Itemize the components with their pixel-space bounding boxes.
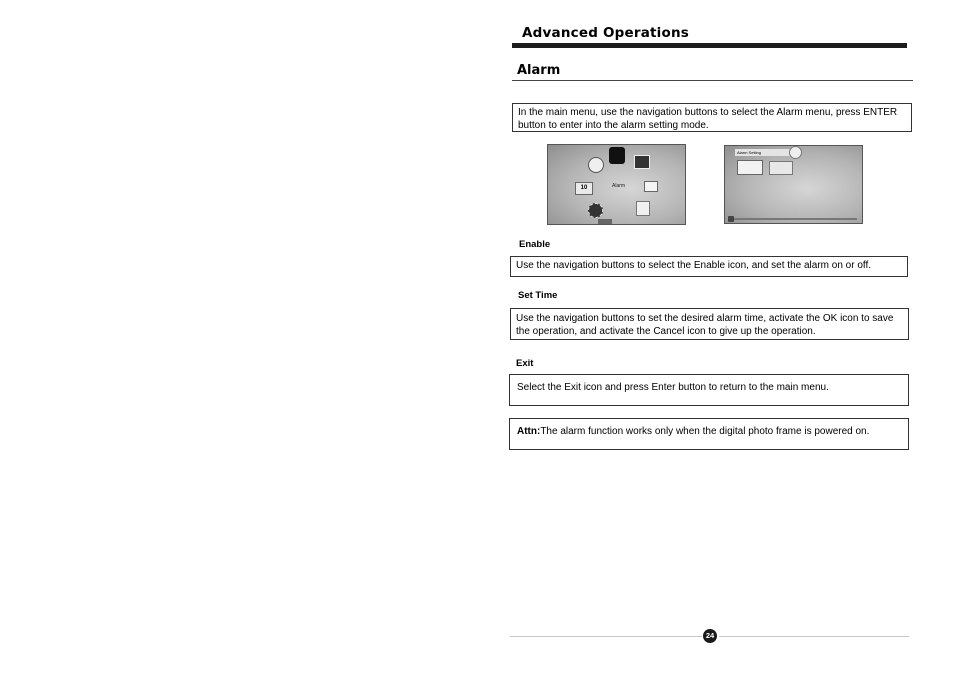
settings-icon xyxy=(588,157,604,173)
enable-label: Enable xyxy=(519,239,551,250)
subsection-title-rule xyxy=(512,80,913,81)
clock-icon xyxy=(789,146,802,159)
progress-track xyxy=(729,218,857,220)
set-time-text: Use the navigation buttons to set the desired alarm time, activate the OK icon to save the operation, and activate the Cancel icon to give up the operation. xyxy=(516,313,894,337)
music-icon xyxy=(644,181,658,192)
main-menu-screenshot xyxy=(547,144,686,225)
bottom-icon xyxy=(598,219,612,225)
intro-box xyxy=(512,103,912,132)
file-icon xyxy=(636,201,650,216)
attn-text: The alarm function works only when the digital photo frame is powered on. xyxy=(540,426,870,437)
exit-label: Exit xyxy=(516,358,534,369)
set-time-label: Set Time xyxy=(518,290,558,301)
set-time-box xyxy=(510,308,909,340)
enable-text: Use the navigation buttons to select the Enable icon, and set the alarm on or off. xyxy=(516,260,872,271)
play-icon xyxy=(728,216,734,222)
calendar-widget: 10 xyxy=(575,182,593,195)
exit-text: Select the Exit icon and press Enter button to return to the main menu. xyxy=(517,382,829,393)
page-number: 24 xyxy=(703,629,717,643)
clock-icon xyxy=(609,147,625,164)
photo-icon xyxy=(634,155,650,169)
subsection-title: Alarm xyxy=(517,63,561,78)
section-title-rule xyxy=(512,43,907,48)
alarm-setting-title: Alarm Setting xyxy=(735,149,797,156)
section-title: Advanced Operations xyxy=(522,25,690,41)
footer-rule-right xyxy=(719,636,909,637)
enable-box xyxy=(510,256,908,277)
enable-panel xyxy=(737,160,763,175)
exit-box xyxy=(509,374,909,406)
attn-box xyxy=(509,418,909,450)
intro-text: In the main menu, use the navigation buttons to select the Alarm menu, press ENTER button to enter into the alarm setting mode. xyxy=(518,107,898,131)
footer-rule-left xyxy=(510,636,702,637)
alarm-setting-screenshot xyxy=(724,145,863,224)
gear-icon xyxy=(588,203,603,218)
time-panel xyxy=(769,161,793,175)
alarm-menu-label: Alarm xyxy=(612,183,626,189)
attn-label: Attn: xyxy=(517,426,541,437)
